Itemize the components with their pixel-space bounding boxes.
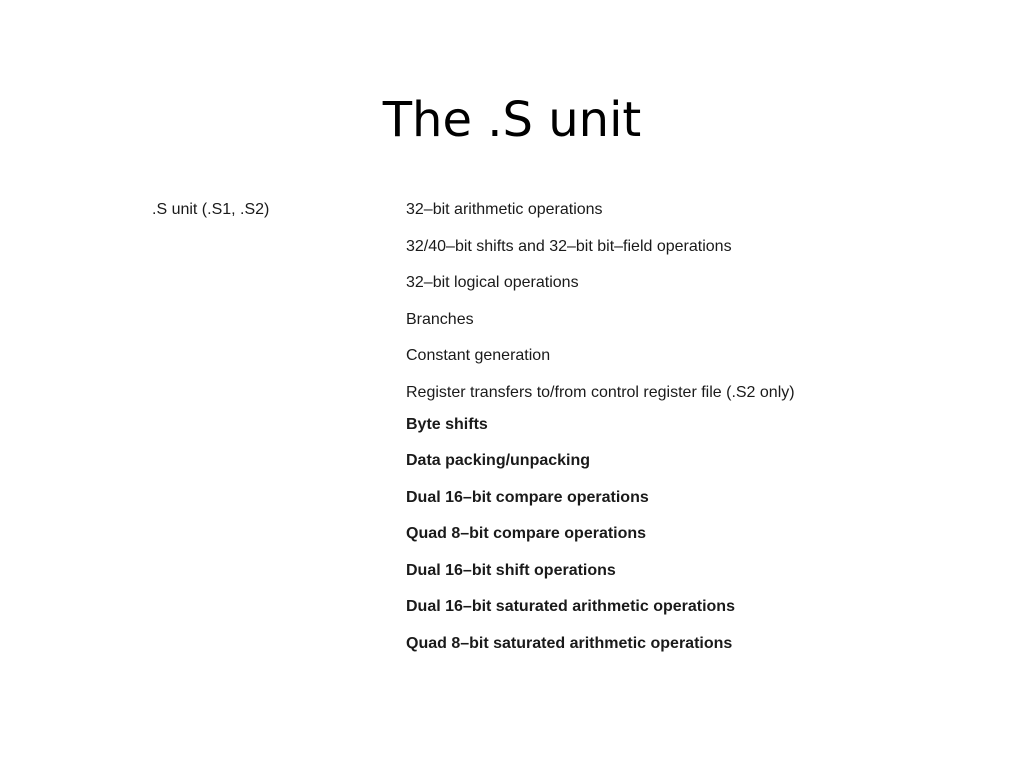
operation-item: 32–bit arithmetic operations: [406, 201, 603, 218]
unit-label: .S unit (.S1, .S2): [152, 201, 270, 218]
operation-item: Quad 8–bit compare operations: [406, 525, 647, 542]
operation-item: Register transfers to/from control register file (.S2 only): [406, 383, 795, 401]
operation-item: Dual 16–bit shift operations: [406, 561, 616, 579]
operation-item: Dual 16–bit compare operations: [406, 488, 649, 506]
operation-item: Dual 16–bit saturated arithmetic operations: [406, 598, 735, 615]
operation-item: Data packing/unpacking: [406, 452, 591, 469]
slide-title: The .S unit: [382, 92, 642, 149]
operation-item: 32–bit logical operations: [406, 274, 579, 291]
operations-list: [406, 200, 876, 670]
operation-item: Branches: [406, 310, 474, 328]
operation-item: 32/40–bit shifts and 32–bit bit–field operations: [406, 237, 732, 255]
operation-item: Quad 8–bit saturated arithmetic operations: [406, 634, 733, 652]
operation-item: Byte shifts: [406, 415, 488, 433]
operation-item: Constant generation: [406, 347, 551, 364]
